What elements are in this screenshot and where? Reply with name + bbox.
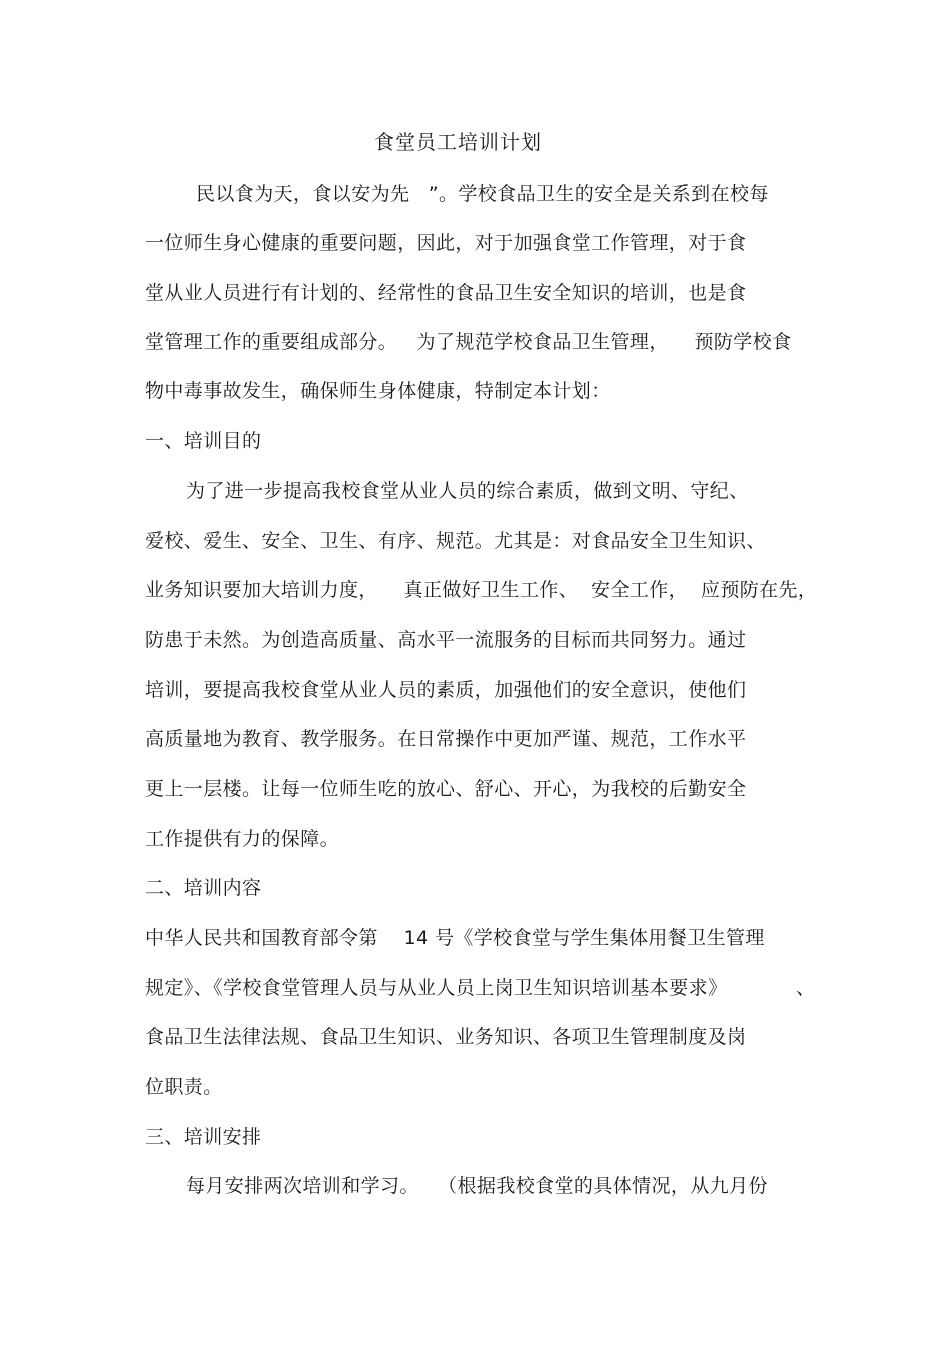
- section-heading: 三、培训安排: [145, 1126, 262, 1148]
- intro-line: 民以食为天，食以安为先 ”。学校食品卫生的安全是关系到在校每: [196, 183, 769, 205]
- section-line: 更上一层楼。让每一位师生吃的放心、舒心、开心，为我校的后勤安全: [145, 778, 747, 800]
- section-line: 规定》、《学校食堂管理人员与从业人员上岗卫生知识培训基本要求》: [145, 977, 728, 999]
- section-line: 为了进一步提高我校食堂从业人员的综合素质，做到文明、守纪、: [186, 480, 749, 502]
- section-line: 每月安排两次培训和学习。 （根据我校食堂的具体情况，从九月份: [186, 1175, 768, 1197]
- section-line: 位职责。: [145, 1076, 223, 1098]
- page-title: 食堂员工培训计划: [374, 130, 542, 154]
- trailing-mark: 、: [796, 977, 816, 999]
- intro-line: 一位师生身心健康的重要问题，因此，对于加强食堂工作管理，对于食: [145, 232, 747, 254]
- section-line: 食品卫生法律法规、食品卫生知识、业务知识、各项卫生管理制度及岗: [145, 1026, 747, 1048]
- section-line: 中华人民共和国教育部令第 14 号《学校食堂与学生集体用餐卫生管理: [145, 927, 765, 949]
- section-line: 高质量地为教育、教学服务。在日常操作中更加严谨、规范，工作水平: [145, 728, 747, 750]
- intro-line: 物中毒事故发生，确保师生身体健康，特制定本计划：: [145, 380, 611, 402]
- section-heading: 一、培训目的: [145, 430, 262, 452]
- section-line: 工作提供有力的保障。: [145, 828, 340, 850]
- section-line: 培训，要提高我校食堂从业人员的素质，加强他们的安全意识，使他们: [145, 679, 747, 701]
- section-line: 防患于未然。为创造高质量、高水平一流服务的目标而共同努力。通过: [145, 629, 747, 651]
- intro-line: 堂从业人员进行有计划的、经常性的食品卫生安全知识的培训，也是食: [145, 282, 747, 304]
- section-heading: 二、培训内容: [145, 877, 262, 899]
- intro-line: 堂管理工作的重要组成部分。 为了规范学校食品卫生管理， 预防学校食: [145, 331, 792, 353]
- section-line: 爱校、爱生、安全、卫生、有序、规范。尤其是：对食品安全卫生知识、: [145, 530, 766, 552]
- section-line: 业务知识要加大培训力度， 真正做好卫生工作、 安全工作， 应预防在先，: [145, 579, 818, 601]
